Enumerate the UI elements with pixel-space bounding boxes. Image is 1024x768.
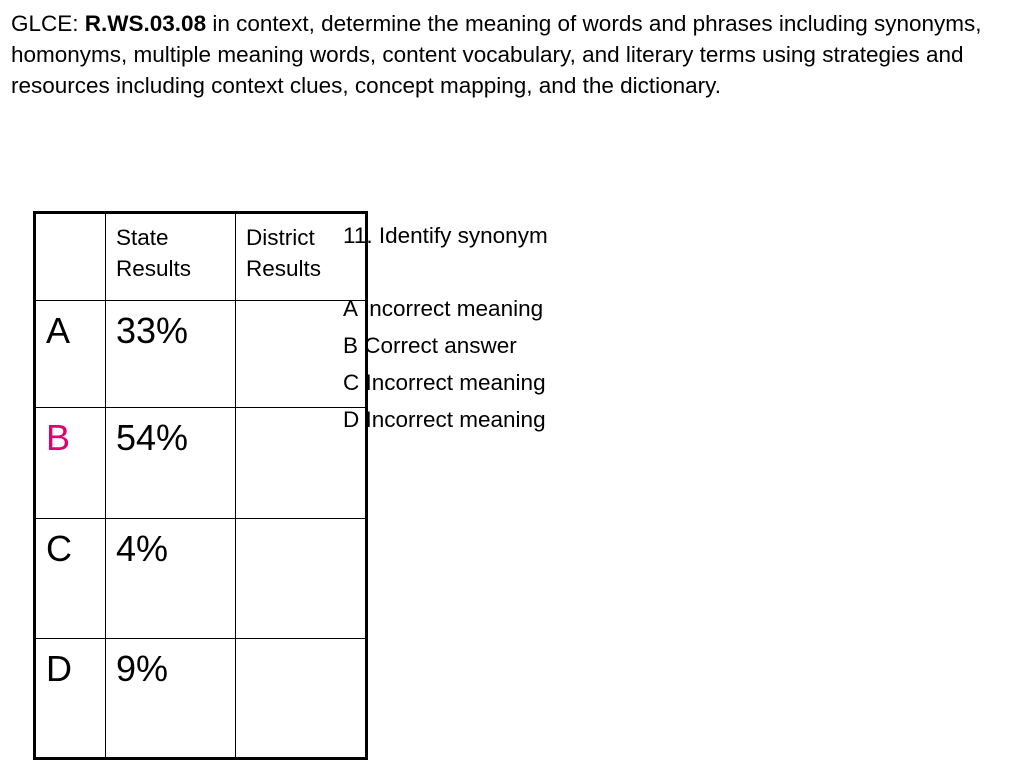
table-row: [35, 639, 367, 759]
question-title: 11. Identify synonym: [343, 223, 548, 248]
glce-prefix: GLCE:: [11, 11, 85, 36]
glce-description: in context, determine the meaning of words and phrases including synonyms, homonyms, multiple meaning words, content vocabulary, and literary terms using strategies and resources including context clues, concept mapping, and the dictionary.: [11, 11, 982, 98]
table-row: [35, 301, 367, 408]
state-result-c: 4%: [106, 519, 236, 639]
answer-d: D Incorrect meaning: [343, 407, 546, 432]
district-result-d: [236, 639, 367, 759]
row-letter-d: D: [35, 639, 106, 759]
district-result-c: [236, 519, 367, 639]
state-result-a: 33%: [106, 301, 236, 408]
row-letter-b-correct: B: [35, 408, 106, 519]
answer-a: A Incorrect meaning: [343, 296, 544, 321]
state-result-d: 9%: [106, 639, 236, 759]
state-result-b: 54%: [106, 408, 236, 519]
table-row: [35, 519, 367, 639]
table-row: [35, 408, 367, 519]
answer-b: B Correct answer: [343, 333, 517, 358]
answer-c: C Incorrect meaning: [343, 370, 546, 395]
table-header-row: [35, 213, 367, 301]
row-letter-a: A: [35, 301, 106, 408]
row-letter-c: C: [35, 519, 106, 639]
answer-list: [343, 293, 546, 441]
header-state-results: State Results: [106, 213, 236, 301]
results-table: [33, 211, 368, 760]
header-blank-cell: [35, 213, 106, 301]
header-district-results: District Results: [236, 213, 367, 301]
glce-code: R.WS.03.08: [84, 11, 207, 36]
glce-header: [11, 8, 1011, 101]
